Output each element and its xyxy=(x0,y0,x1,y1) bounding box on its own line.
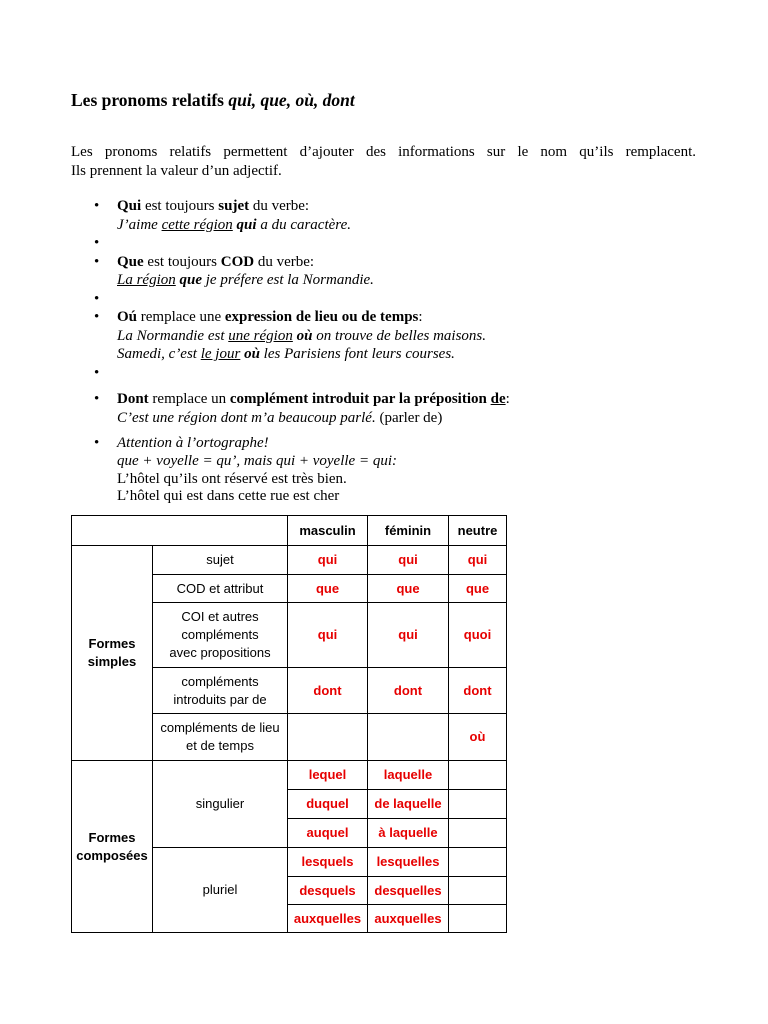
function-cell-lieu xyxy=(153,714,288,761)
cell-sing-1-masculin: lequel xyxy=(288,761,368,790)
empty-cell xyxy=(449,790,507,819)
example-qui-part: J’aime xyxy=(117,216,162,233)
cell-cod-feminin: que xyxy=(368,575,449,603)
cell-plur-3-feminin: auxquelles xyxy=(368,905,449,933)
group-label-line: composées xyxy=(76,847,148,863)
cell-coi-neutre: quoi xyxy=(449,603,507,668)
header-blank-cell xyxy=(72,516,288,546)
cell-sujet-masculin: qui xyxy=(288,546,368,575)
empty-cell xyxy=(449,848,507,877)
rule-qui xyxy=(117,197,737,234)
header-feminin: féminin xyxy=(368,516,449,546)
cell-de-feminin: dont xyxy=(368,668,449,714)
empty-cell xyxy=(449,761,507,790)
page-title xyxy=(71,89,355,111)
example-ou-1-antecedent: une région xyxy=(228,327,293,344)
empty-bullet xyxy=(117,290,737,309)
relative-pronouns-table xyxy=(71,515,507,933)
rules-list xyxy=(117,197,737,506)
rule-que-part: est toujours xyxy=(143,253,221,270)
rule-ou-keyword: expression de lieu ou de temps xyxy=(224,309,419,325)
example-que-end: je préfere est la Normandie. xyxy=(202,272,374,288)
example-ou-1-end: on trouve de belles maisons. xyxy=(312,327,487,344)
cell-coi-masculin: qui xyxy=(288,603,368,668)
function-line: et de temps xyxy=(186,738,254,753)
cell-cod-neutre: que xyxy=(449,575,507,603)
rule-dont-keyword: complément introduit par la préposition xyxy=(229,391,491,407)
group-label-line: Formes xyxy=(88,636,136,651)
intro-line-2: Ils prennent la valeur d’un adjectif. xyxy=(71,162,282,179)
rule-qui-text xyxy=(117,197,737,216)
rule-qui-end: du verbe: xyxy=(249,198,310,214)
table-row xyxy=(72,761,507,790)
attention-example-1: L’hôtel qu’ils ont réservé est très bien. xyxy=(117,470,347,487)
example-qui xyxy=(117,216,737,235)
rule-dont-part: remplace un xyxy=(148,391,230,407)
rule-dont-preposition: de xyxy=(490,391,506,407)
empty-bullet xyxy=(117,364,737,383)
cell-plur-2-feminin: desquelles xyxy=(368,877,449,905)
rule-attention xyxy=(117,435,737,506)
rule-ou xyxy=(117,308,737,364)
cell-plur-2-masculin: desquels xyxy=(288,877,368,905)
example-ou-2-part: Samedi, c’est xyxy=(117,346,201,362)
example-ou-1 xyxy=(117,327,737,346)
table-row xyxy=(72,546,507,575)
example-que-pronoun: que xyxy=(179,272,203,288)
rule-ou-part: remplace une xyxy=(137,309,225,325)
cell-cod-masculin: que xyxy=(288,575,368,603)
number-pluriel: pluriel xyxy=(153,848,288,933)
cell-sing-2-feminin: de laquelle xyxy=(368,790,449,819)
example-dont xyxy=(117,409,737,428)
example-qui-pronoun: qui xyxy=(236,216,257,233)
function-line: COD et attribut xyxy=(176,580,264,596)
function-line: COI et autres xyxy=(181,609,259,624)
group-label-simple xyxy=(72,546,153,761)
example-ou-1-part: La Normandie est xyxy=(117,327,229,344)
header-masculin: masculin xyxy=(288,516,368,546)
rule-ou-end: : xyxy=(418,309,423,325)
rule-que-keyword: COD xyxy=(220,253,255,270)
rule-que-end: du verbe: xyxy=(254,253,315,270)
attention-example-2: L’hôtel qui est dans cette rue est cher xyxy=(117,488,340,505)
function-cell-coi xyxy=(153,603,288,668)
example-que-antecedent: La région xyxy=(117,272,176,288)
empty-cell xyxy=(368,714,449,761)
cell-coi-feminin: qui xyxy=(368,603,449,668)
cell-de-neutre: dont xyxy=(449,668,507,714)
function-line: sujet xyxy=(206,552,234,567)
cell-plur-1-feminin: lesquelles xyxy=(368,848,449,877)
example-que xyxy=(117,271,737,290)
example-ou-1-pronoun: où xyxy=(296,327,313,344)
cell-sujet-feminin: qui xyxy=(368,546,449,575)
number-singulier: singulier xyxy=(153,761,288,848)
function-cell-cod xyxy=(153,575,288,603)
empty-bullet xyxy=(117,234,737,253)
cell-sing-2-masculin: duquel xyxy=(288,790,368,819)
example-ou-2-pronoun: où xyxy=(244,346,260,362)
attention-title: • Attention à l’ortographe! xyxy=(117,435,269,451)
rule-dont-end: : xyxy=(505,391,510,407)
example-dont-note: (parler de) xyxy=(375,409,443,426)
rule-ou-text xyxy=(117,308,737,327)
function-line: avec propositions xyxy=(169,645,271,660)
example-ou-2-end: les Parisiens font leurs courses. xyxy=(259,346,455,362)
example-dont-sentence: C’est une région dont m’a beaucoup parlé. xyxy=(117,409,376,426)
pronoun-dont: Dont xyxy=(117,391,149,407)
pronoun-que: Que xyxy=(117,253,144,270)
function-line: compléments xyxy=(181,627,259,642)
intro-line-1: Les pronoms relatifs permettent d’ajouter des informations sur le nom qu’ils remplacent. xyxy=(71,144,696,160)
function-line: compléments de lieu xyxy=(160,720,280,735)
function-cell-de xyxy=(153,668,288,714)
cell-sujet-neutre: qui xyxy=(449,546,507,575)
title-pronouns: qui, que, où, dont xyxy=(228,90,355,110)
cell-sing-3-feminin: à laquelle xyxy=(368,819,449,848)
pronoun-ou: Oú xyxy=(117,309,138,325)
cell-lieu-neutre: où xyxy=(449,714,507,761)
cell-de-masculin: dont xyxy=(288,668,368,714)
cell-sing-3-masculin: auquel xyxy=(288,819,368,848)
rule-dont xyxy=(117,390,737,427)
example-ou-2 xyxy=(117,345,737,364)
attention-rule: que + voyelle = qu’, mais qui + voyelle = qui: xyxy=(117,452,397,469)
function-cell-sujet xyxy=(153,546,288,575)
group-label-line: simples xyxy=(87,654,137,669)
cell-sing-1-feminin: laquelle xyxy=(368,761,449,790)
rule-que-text xyxy=(117,253,737,272)
cell-plur-3-masculin: auxquelles xyxy=(288,905,368,933)
header-neutre: neutre xyxy=(449,516,507,546)
rule-dont-text xyxy=(117,390,737,409)
empty-cell xyxy=(288,714,368,761)
example-qui-antecedent: cette région xyxy=(161,216,233,233)
rule-qui-part: est toujours xyxy=(141,198,219,214)
function-line: introduits par de xyxy=(173,691,267,707)
intro-paragraph xyxy=(71,143,696,180)
empty-cell xyxy=(449,877,507,905)
example-ou-2-antecedent: le jour xyxy=(200,346,241,362)
cell-plur-1-masculin: lesquels xyxy=(288,848,368,877)
rule-que xyxy=(117,253,737,290)
empty-cell xyxy=(449,905,507,933)
group-label-composed xyxy=(72,761,153,933)
empty-cell xyxy=(449,819,507,848)
pronoun-qui: Qui xyxy=(117,198,142,214)
title-text: Les pronoms relatifs xyxy=(71,90,229,110)
example-qui-end: a du caractère. xyxy=(256,216,351,233)
group-label-line: Formes xyxy=(88,829,136,845)
function-line: compléments xyxy=(181,673,259,689)
header-row xyxy=(72,516,507,546)
rule-qui-keyword: sujet xyxy=(218,198,250,214)
